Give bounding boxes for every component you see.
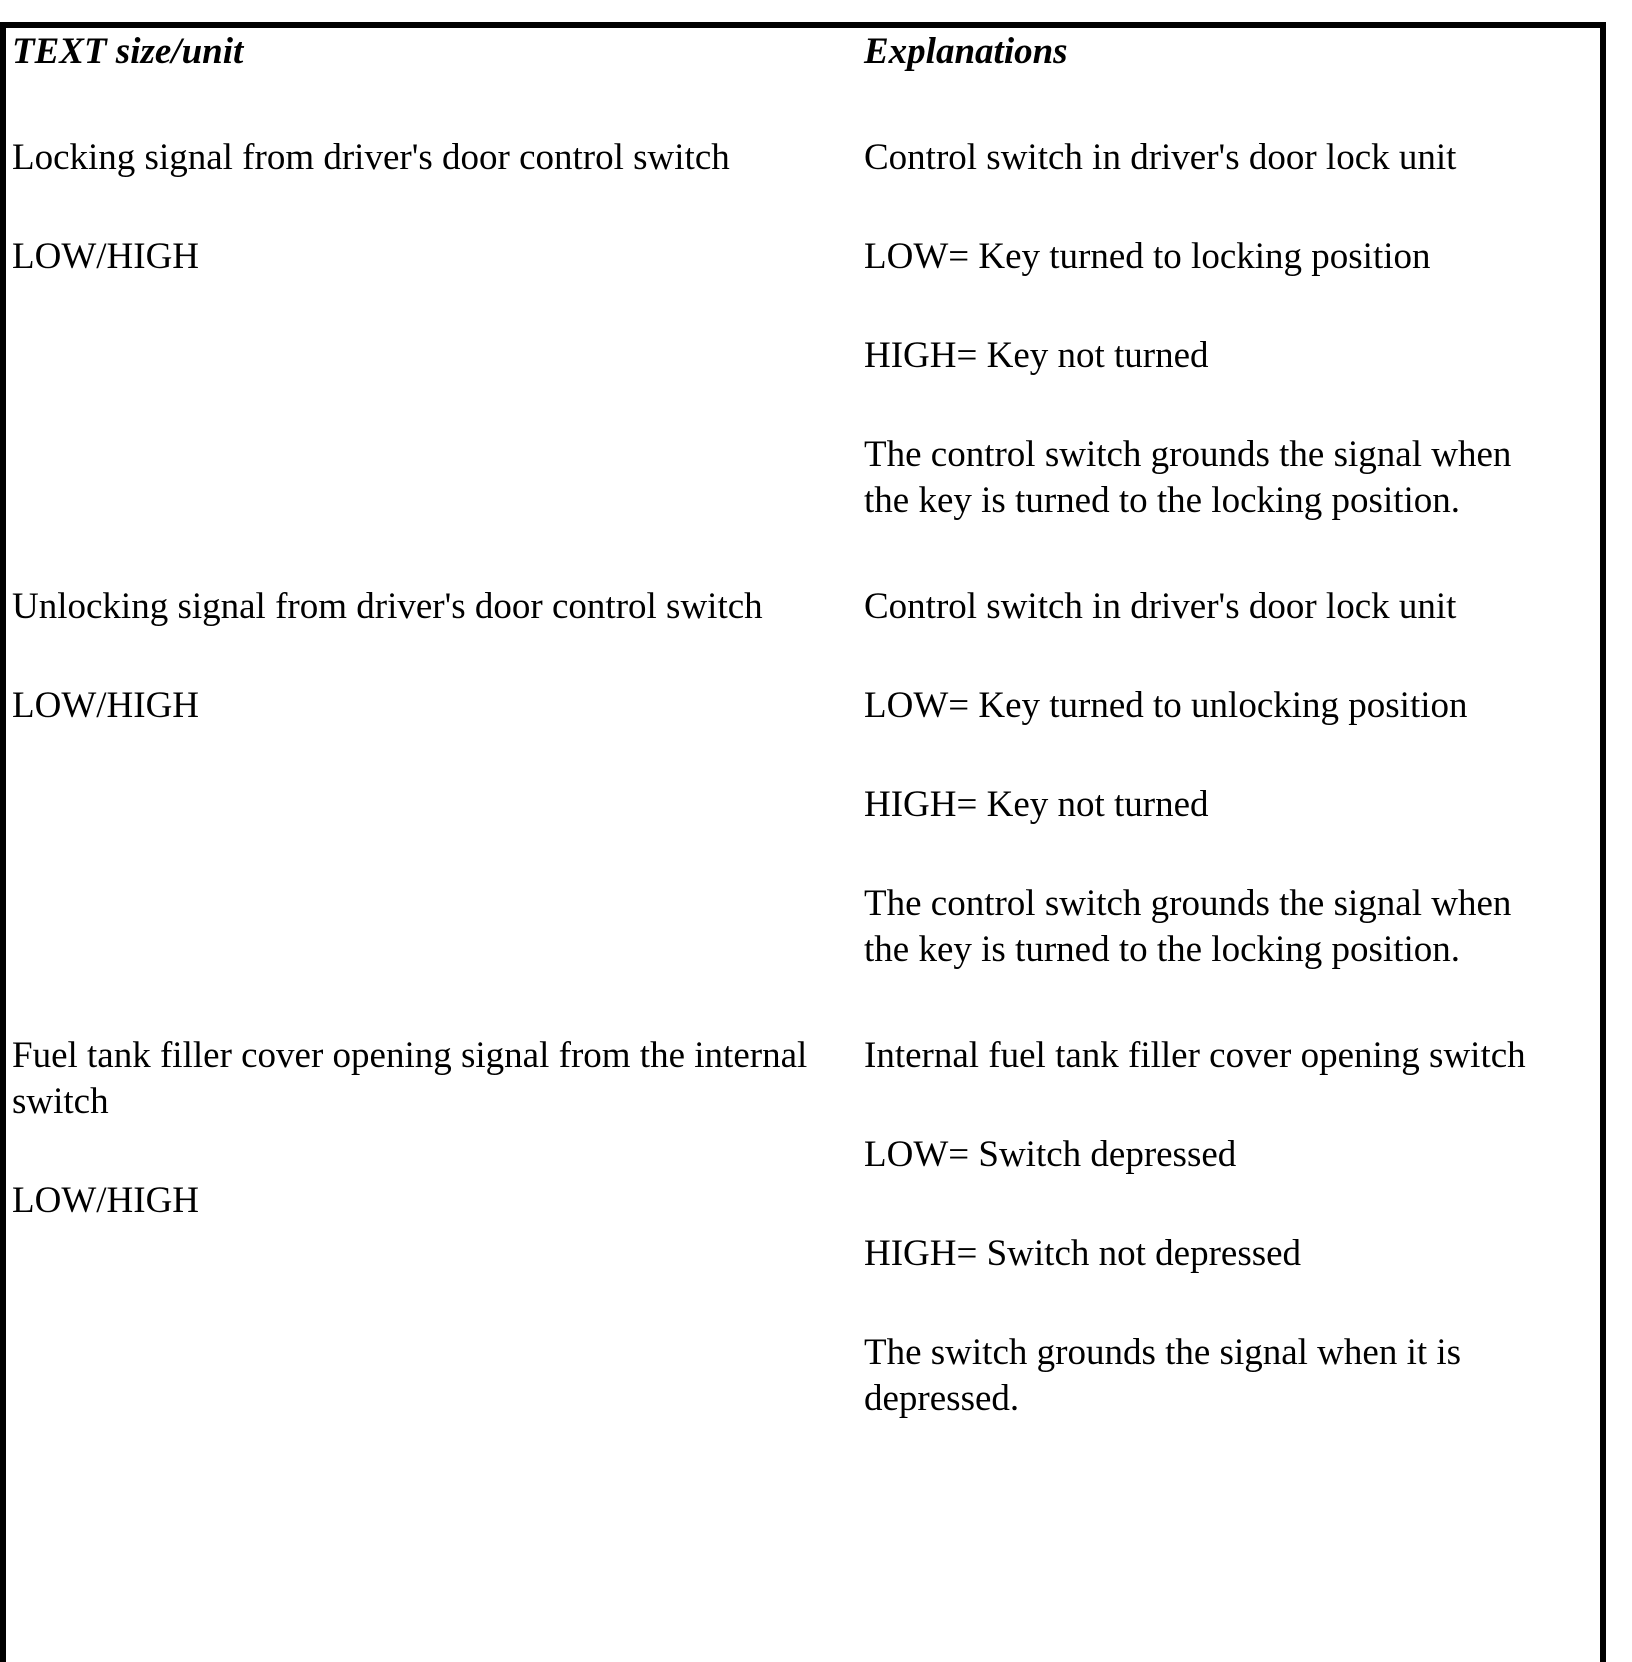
row2-unit: LOW/HIGH xyxy=(12,685,200,726)
row3-explanation-source: Internal fuel tank filler cover opening switch xyxy=(864,1035,1526,1076)
row2-explanation-source: Control switch in driver's door lock unit xyxy=(864,586,1457,627)
row3-explanation-note-line1: The switch grounds the signal when it is xyxy=(864,1332,1462,1373)
column-header-size-unit: TEXT size/unit xyxy=(12,31,244,72)
row1-signal: Locking signal from driver's door control switch xyxy=(12,137,730,178)
row3-unit: LOW/HIGH xyxy=(12,1180,200,1221)
column-header-explanations: Explanations xyxy=(864,31,1068,72)
row2-explanation-note-line2: the key is turned to the locking position. xyxy=(864,929,1461,970)
row2-explanation-low: LOW= Key turned to unlocking position xyxy=(864,685,1468,726)
row2-explanation-high: HIGH= Key not turned xyxy=(864,784,1209,825)
row3-signal-line2: switch xyxy=(12,1081,109,1122)
row2-signal: Unlocking signal from driver's door control switch xyxy=(12,586,763,627)
row3-signal-line1: Fuel tank filler cover opening signal from the internal xyxy=(12,1035,808,1076)
row1-explanation-source: Control switch in driver's door lock unit xyxy=(864,137,1457,178)
row1-explanation-note-line2: the key is turned to the locking position. xyxy=(864,480,1461,521)
row3-explanation-high: HIGH= Switch not depressed xyxy=(864,1233,1302,1274)
row1-explanation-low: LOW= Key turned to locking position xyxy=(864,236,1431,277)
row1-unit: LOW/HIGH xyxy=(12,236,200,277)
row3-explanation-note-line2: depressed. xyxy=(864,1378,1020,1419)
row1-explanation-high: HIGH= Key not turned xyxy=(864,335,1209,376)
row1-explanation-note-line1: The control switch grounds the signal when xyxy=(864,434,1512,475)
row2-explanation-note-line1: The control switch grounds the signal when xyxy=(864,883,1512,924)
row3-explanation-low: LOW= Switch depressed xyxy=(864,1134,1237,1175)
